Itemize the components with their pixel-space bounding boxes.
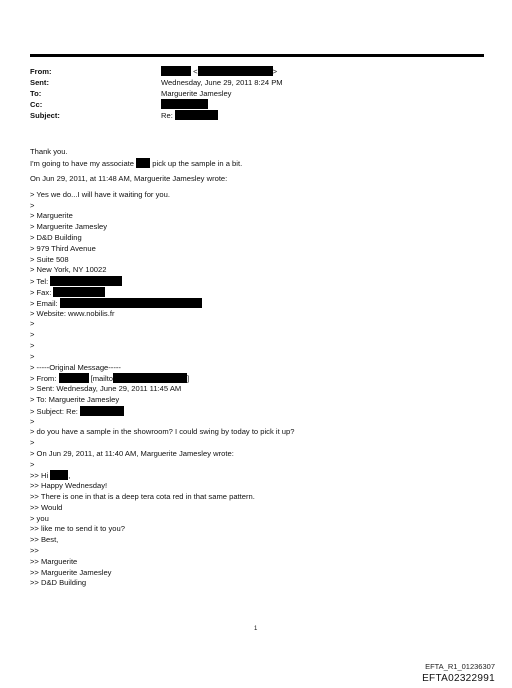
body-line: > Sent: Wednesday, June 29, 2011 11:45 AM: [30, 384, 182, 394]
body-line: > Marguerite Jamesley: [30, 222, 108, 232]
email-body: [30, 147, 490, 589]
body-line: > Tel:: [30, 276, 490, 287]
body-line: >: [30, 416, 35, 426]
subject-label: Subject:: [30, 111, 60, 120]
body-line: > Yes we do...I will have it waiting for you.: [30, 189, 170, 199]
redaction: [113, 373, 187, 383]
body-line: Thank you.: [30, 147, 68, 156]
redaction: [50, 470, 68, 480]
body-line: > From: [mailto ]: [30, 374, 190, 384]
body-line: >: [30, 351, 35, 361]
header-cc-row: [30, 99, 490, 110]
body-line: >: [30, 330, 35, 340]
redaction: [50, 276, 122, 286]
sent-value: Wednesday, June 29, 2011 8:24 PM: [161, 78, 283, 87]
redaction: [175, 110, 218, 120]
body-line: > Marguerite: [30, 211, 73, 221]
subject-value: Re:: [161, 110, 218, 121]
body-line: >> Marguerite: [30, 556, 78, 566]
body-line: >> Happy Wednesday!: [30, 481, 108, 491]
body-line: >>: [30, 546, 39, 556]
body-line: > Email:: [30, 298, 490, 309]
cc-label: Cc:: [30, 100, 43, 109]
header-sent-row: [30, 77, 490, 88]
body-line: >> There is one in that is a deep tera cota red in that same pattern.: [30, 492, 255, 502]
body-line: > 979 Third Avenue: [30, 243, 96, 253]
from-value: < >: [161, 66, 277, 77]
header-rule: [30, 54, 484, 57]
body-line: >: [30, 340, 35, 350]
body-line: > On Jun 29, 2011, at 11:40 AM, Marguerite Jamesley wrote:: [30, 448, 234, 458]
footer-ref-primary: EFTA_R1_01236307: [425, 662, 495, 671]
header-to-row: [30, 88, 490, 99]
footer-ref-secondary: EFTA02322991: [422, 673, 495, 684]
redaction: [60, 298, 202, 308]
header-subject-row: [30, 110, 490, 121]
body-line: >> Best,: [30, 535, 59, 545]
body-line: > Website: www.nobilis.fr: [30, 308, 115, 318]
from-label: From:: [30, 67, 52, 76]
body-line: > D&D Building: [30, 232, 82, 242]
body-line: >> Would: [30, 502, 63, 512]
body-line: >: [30, 200, 35, 210]
to-value: Marguerite Jamesley: [161, 89, 232, 98]
page-number: 1: [254, 626, 258, 632]
body-line: > Fax:: [30, 287, 490, 298]
redaction: [53, 287, 105, 297]
header-from-row: [30, 66, 490, 77]
cc-value: [161, 99, 208, 110]
email-header: [30, 66, 490, 121]
redaction: [198, 66, 273, 76]
body-line: On Jun 29, 2011, at 11:48 AM, Marguerite Jamesley wrote:: [30, 173, 228, 183]
body-line: >: [30, 438, 35, 448]
to-label: To:: [30, 89, 42, 98]
body-line: I'm going to have my associate pick up the sample in a bit.: [30, 158, 243, 168]
body-line: > you: [30, 513, 49, 523]
redaction: [59, 373, 89, 383]
body-line: > Suite 508: [30, 254, 69, 264]
body-line: >> Hi ,: [30, 471, 71, 481]
body-line: > Subject: Re:: [30, 406, 490, 417]
redaction: [136, 158, 150, 168]
body-line: >: [30, 319, 35, 329]
body-line: >> like me to send it to you?: [30, 524, 125, 534]
body-line: >: [30, 459, 35, 469]
body-line: >> D&D Building: [30, 578, 87, 588]
redaction: [161, 99, 208, 109]
body-line: > -----Original Message-----: [30, 362, 121, 372]
redaction: [161, 66, 191, 76]
body-line: > do you have a sample in the showroom? I could swing by today to pick it up?: [30, 427, 295, 437]
body-line: > To: Marguerite Jamesley: [30, 394, 120, 404]
sent-label: Sent:: [30, 78, 49, 87]
redaction: [80, 406, 124, 416]
body-line: >> Marguerite Jamesley: [30, 567, 112, 577]
body-line: > New York, NY 10022: [30, 265, 107, 275]
